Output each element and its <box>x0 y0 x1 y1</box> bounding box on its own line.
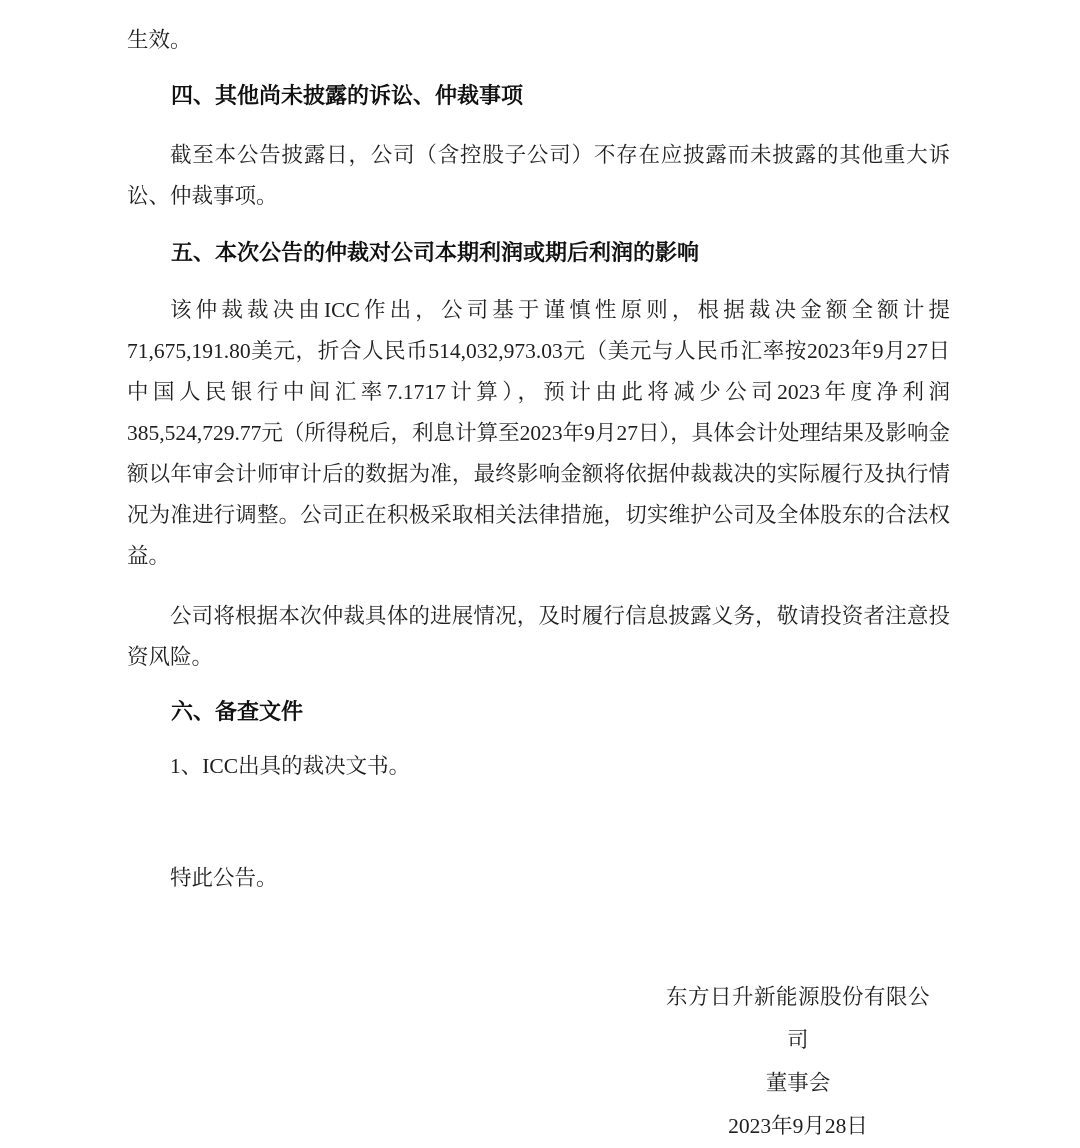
signature-board-line: 董事会 <box>765 1071 831 1095</box>
signature-company-name: 东方日升新能源股份有限公司 <box>665 985 930 1052</box>
closing-statement: 特此公告。 <box>170 866 278 890</box>
section-heading-reference-documents: 六、备查文件 <box>171 699 304 724</box>
section-heading-profit-impact: 五、本次公告的仲裁对公司本期利润或期后利润的影响 <box>171 240 700 265</box>
signature-block <box>658 976 938 1148</box>
paragraph-arbitration-impact-detail: 该仲裁裁决由ICC作出，公司基于谨慎性原则，根据裁决金额全额计提71,675,191.80美元，折合人民币514,032,973.03元（美元与人民币汇率按2023年9月27日中国人民银行中间汇率7.1717计算），预计由此将减少公司2023年度净利润385,524,729.77元（所得税后，利息计算至2023年9月27日），具体会计处理结果及影响金额以年审会计师审计后的数据为准，最终影响金额将依据仲裁裁决的实际履行及执行情况为准进行调整。公司正在积极采取相关法律措施，切实维护公司及全体股东的合法权益。 <box>127 298 950 568</box>
signature-date-line: 2023年9月28日 <box>728 1114 868 1138</box>
paragraph-no-other-litigation: 截至本公告披露日，公司（含控股子公司）不存在应披露而未披露的其他重大诉讼、仲裁事项。 <box>127 143 950 208</box>
section-heading-other-undisclosed-litigation: 四、其他尚未披露的诉讼、仲裁事项 <box>171 83 524 108</box>
paragraph-investor-risk-notice: 公司将根据本次仲裁具体的进展情况，及时履行信息披露义务，敬请投资者注意投资风险。 <box>127 604 950 669</box>
paragraph-icc-award-document: 1、ICC出具的裁决文书。 <box>170 754 411 778</box>
continued-paragraph-fragment: 生效。 <box>127 28 192 52</box>
